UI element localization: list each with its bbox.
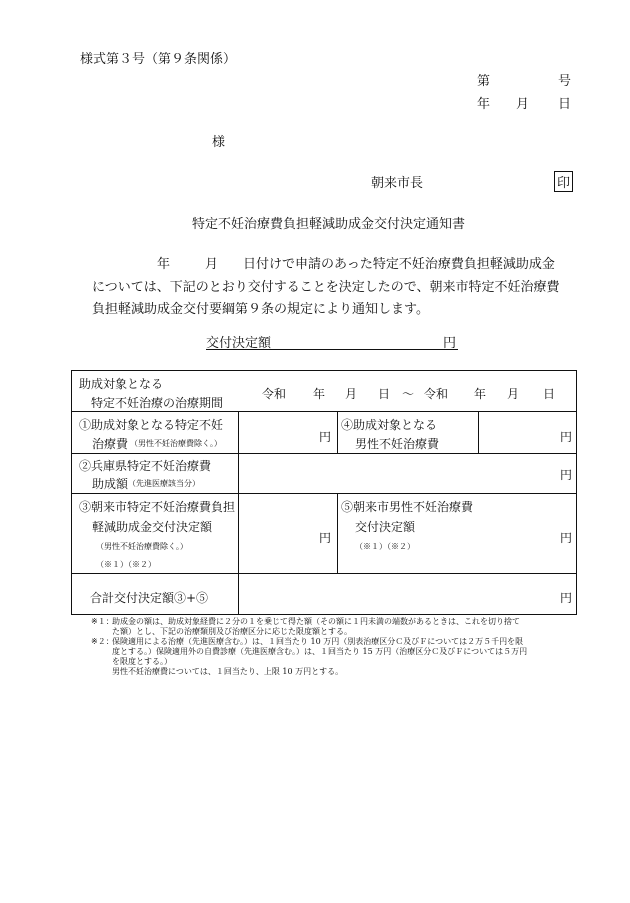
total-label: 合計交付決定額③+⑤ <box>90 591 209 605</box>
note-1-line-a: 助成金の額は、助成対象経費に２分の１を乗じて得た額（その額に１円未満の端数があるときは、これを切り捨て <box>112 617 520 626</box>
doc-no-suffix: 号 <box>558 74 572 89</box>
row3b-unit: 円 <box>560 531 573 545</box>
period-to-year: 年 <box>474 387 487 401</box>
row2-unit: 円 <box>560 468 573 482</box>
period-to-month: 月 <box>507 387 520 401</box>
total-unit: 円 <box>560 591 573 605</box>
body-line-1: 日付けで申請のあった特定不妊治療費負担軽減助成金 <box>243 257 555 272</box>
date-year: 年 <box>477 97 491 112</box>
body-line-2: については、下記のとおり交付することを決定したので、朝来市特定不妊治療費 <box>92 280 560 295</box>
row1-label-1: ①助成対象となる特定不妊 <box>79 418 224 432</box>
period-from-day: 日 <box>378 387 391 401</box>
body-year: 年 <box>157 257 171 272</box>
note-2-line-d: 男性不妊治療費については、１回当たり、上限 10 万円とする。 <box>112 667 344 676</box>
decision-label: 交付決定額 <box>206 336 272 351</box>
period-label-1: 助成対象となる <box>79 377 164 391</box>
note-2-line-c: を限度とする。） <box>112 657 172 666</box>
row3b-label-2: 交付決定額 <box>355 520 416 534</box>
date-month: 月 <box>516 97 530 112</box>
period-from-era: 令和 <box>262 387 287 401</box>
row3-unit: 円 <box>319 531 332 545</box>
row3b-refs: （※１）（※２） <box>355 542 415 551</box>
date-day: 日 <box>558 97 572 112</box>
row1-unit: 円 <box>319 430 332 444</box>
row3-refs: （※１）（※２） <box>96 560 156 569</box>
row3b-label-1: ⑤朝来市男性不妊治療費 <box>341 500 474 514</box>
body-line-3: 負担軽減助成金交付要綱第９条の規定により通知します。 <box>92 302 429 317</box>
period-to-day: 日 <box>543 387 556 401</box>
period-tilde: ～ <box>402 387 415 401</box>
row2-label-1: ②兵庫県特定不妊治療費 <box>79 459 212 473</box>
form-number: 様式第３号（第９条関係） <box>80 52 237 67</box>
period-from-year: 年 <box>313 387 326 401</box>
row2-label-2: 助成額 <box>92 477 129 491</box>
note-2-head: ※２： <box>91 637 114 646</box>
row1-note: （男性不妊治療費除く。） <box>130 439 222 448</box>
period-from-month: 月 <box>345 387 358 401</box>
row2-note: （先進医療該当分） <box>128 479 200 488</box>
doc-no-prefix: 第 <box>477 74 491 89</box>
decision-amount-line <box>206 332 458 350</box>
period-to-era: 令和 <box>424 387 449 401</box>
note-2-line-b: 度とする。）保険適用外の自費診療（先進医療含む。）は、１回当たり 15 万円（治療区分Ｃ及びＦについては５万円 <box>112 647 528 656</box>
row1b-unit: 円 <box>560 430 573 444</box>
row1-label-2: 治療費 <box>92 437 129 451</box>
row1b-label-2: 男性不妊治療費 <box>355 437 440 451</box>
seal-mark: 印 <box>554 171 573 192</box>
note-1-line-b: た額）とし、下記の治療類別及び治療区分に応じた限度額とする。 <box>112 627 352 636</box>
addressee-suffix: 様 <box>212 135 226 150</box>
period-label-2: 特定不妊治療の治療期間 <box>91 396 224 410</box>
note-2-line-a: 保険適用による治療（先進医療含む。）は、１回当たり 10 万円（別表治療区分Ｃ及びＦについては２万５千円を限 <box>112 637 524 646</box>
row3-note: （男性不妊治療費除く。） <box>96 542 188 551</box>
issuer-name: 朝来市長 <box>371 176 424 191</box>
row3-label-1: ③朝来市特定不妊治療費負担 <box>79 500 236 514</box>
row3-label-2: 軽減助成金交付決定額 <box>92 520 213 534</box>
body-month: 月 <box>205 257 219 272</box>
decision-unit: 円 <box>442 336 456 351</box>
row1b-label-1: ④助成対象となる <box>341 418 438 432</box>
document-title: 特定不妊治療費負担軽減助成金交付決定通知書 <box>192 217 466 232</box>
note-1-head: ※１： <box>91 617 114 626</box>
